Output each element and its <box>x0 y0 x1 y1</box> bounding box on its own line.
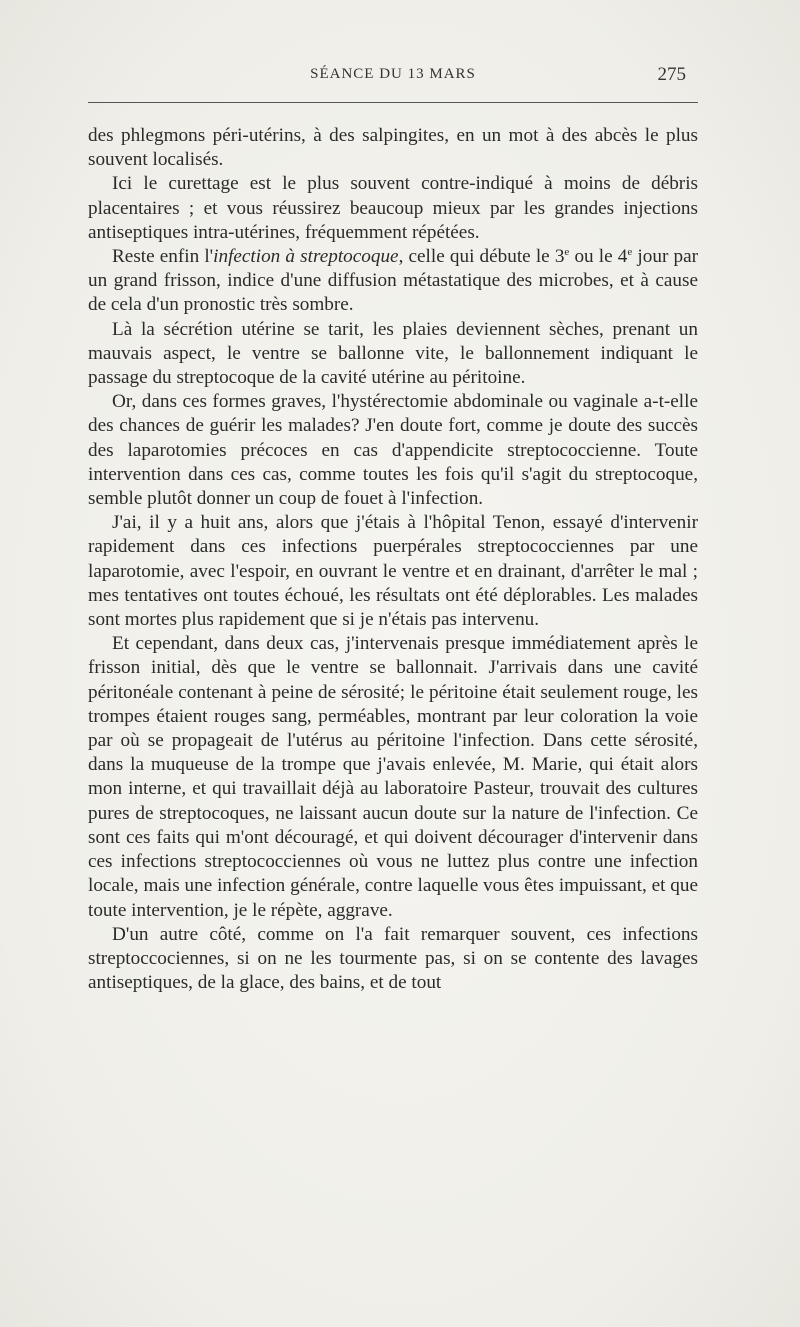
paragraph: Ici le curettage est le plus souvent contre-indiqué à moins de débris placentaires ; et vous réussirez beaucoup mieux par les grandes injections antiseptiques intra-utérines, fréquemment répétées. <box>88 173 698 243</box>
paragraph: D'un autre côté, comme on l'a fait remarquer souvent, ces infections streptoccociennes, si on ne les tourmente pas, si on se contente des lavages antiseptiques, de la glace, des bains, et de tout <box>88 923 698 994</box>
paragraph-tail: jour par un grand frisson, indice d'une diffusion métastatique des microbes, et à cause de cela d'un pronostic très sombre. <box>88 246 698 316</box>
superscript: e <box>627 246 633 259</box>
running-head <box>88 60 698 92</box>
page-number: 275 <box>657 64 686 85</box>
header-rule <box>88 102 698 103</box>
paragraph: des phlegmons péri-utérins, à des salpingites, en un mot à des abcès le plus souvent localisés. <box>88 125 698 171</box>
paragraph: Or, dans ces formes graves, l'hystérectomie abdominale ou vaginale a-t-elle des chances de guérir les malades? J'en doute fort, comme je doute des succès des laparotomies précoces en cas d'appendicite streptococcienne. Toute intervention dans ces cas, comme toutes les fois qu'il s'agit du streptocoque, semble plutôt donner un coup de fouet à l'infection. <box>88 391 698 510</box>
superscript: e <box>564 246 570 259</box>
paragraph: Et cependant, dans deux cas, j'intervenais presque immédiatement après le frisson initial, dès que le ventre se ballonnait. J'arrivais dans une cavité péritonéale contenant à peine de sérosité; le péritoine était seulement rouge, les trompes étaient rouges sang, perméables, montrant par leur coloration la voie par où se propageait de l'utérus au péritoine l'infection. Dans cette sérosité, dans la muqueuse de la trompe que j'avais enlevée, M. Marie, qui était alors mon interne, et qui travaillait déjà au laboratoire Pasteur, trouvait des cultures pures de streptocoques, ne laissant aucun doute sur la nature de l'infection. Ce sont ces faits qui m'ont découragé, et qui doivent décourager d'intervenir dans ces infections streptococciennes où vous ne luttez plus contre une infection locale, mais une infection générale, contre laquelle vous êtes impuissant, et que toute intervention, je le répète, aggrave. <box>88 633 698 921</box>
paragraph: Là la sécrétion utérine se tarit, les plaies deviennent sèches, prenant un mauvais aspect, le ventre se ballonne vite, le ballonnement indiquant le passage du streptocoque de la cavité utérine au péritoine. <box>88 318 698 389</box>
paragraph-segment: ou le 4 <box>569 246 628 268</box>
book-page <box>88 60 698 994</box>
paragraph-segment: , celle qui débute le 3 <box>398 246 565 268</box>
running-title: SÉANCE DU 13 MARS <box>310 66 476 82</box>
italic-term: infection à streptocoque <box>213 246 399 268</box>
paragraph: J'ai, il y a huit ans, alors que j'étais à l'hôpital Tenon, essayé d'intervenir rapidement dans ces infections puerpérales streptococciennes par une laparotomie, avec l'espoir, en ouvrant le ventre et en drainant, d'arrêter le mal ; mes tentatives ont toutes échoué, les résultats ont été déplorables. Les malades sont mortes plus rapidement que si je n'étais pas intervenu. <box>88 512 698 631</box>
paragraph <box>88 245 698 318</box>
paragraph-lead: Reste enfin l' <box>112 246 214 268</box>
body-text <box>88 124 698 995</box>
